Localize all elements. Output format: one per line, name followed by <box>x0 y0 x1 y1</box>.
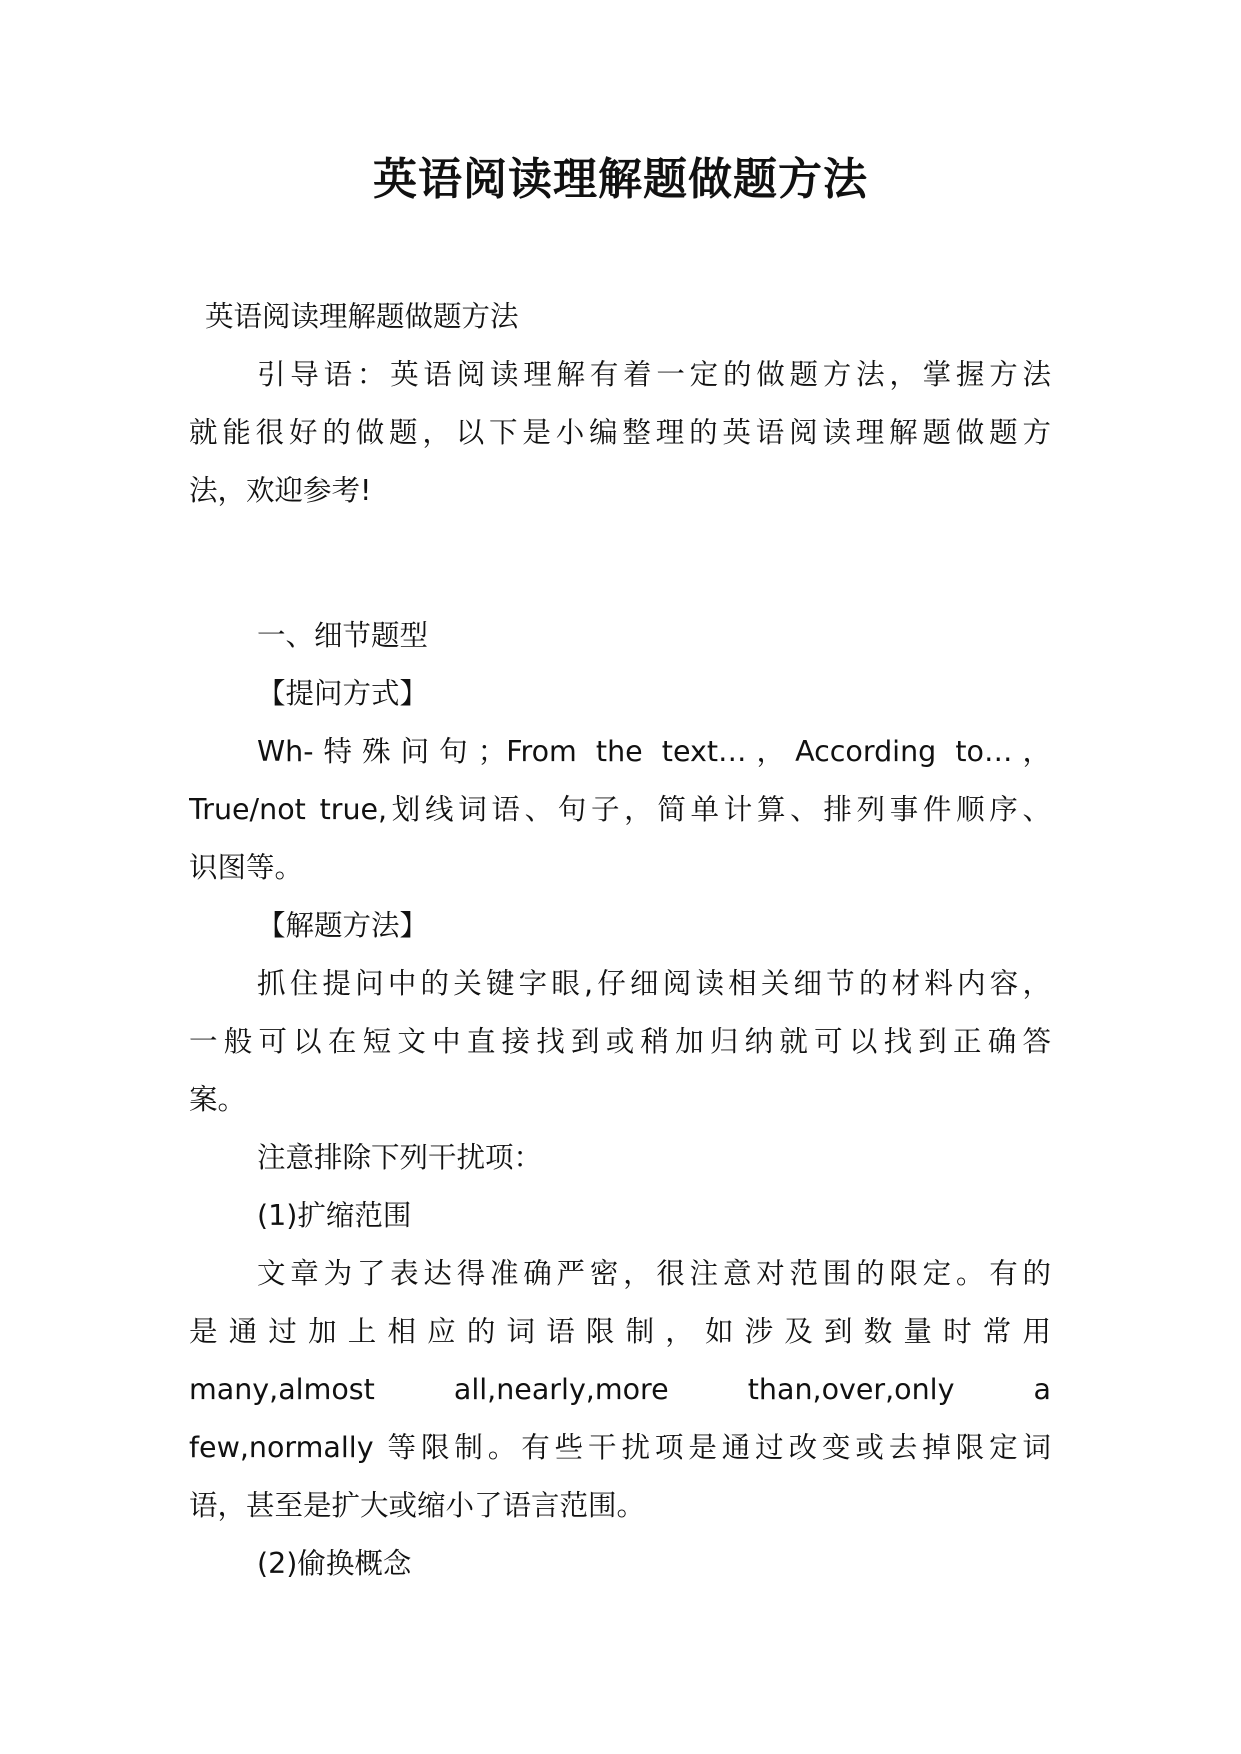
document-body <box>189 288 1051 1593</box>
paragraph-line: 引导语：英语阅读理解有着一定的做题方法，掌握方法 <box>257 358 1051 391</box>
paragraph-line: 语，甚至是扩大或缩小了语言范围。 <box>189 1489 646 1522</box>
subsection-heading: 【解题方法】 <box>257 909 429 942</box>
paragraph-line: 识图等。 <box>189 851 304 884</box>
paragraph-line: 注意排除下列干扰项： <box>257 1141 543 1174</box>
paragraph-line: 一般可以在短文中直接找到或稍加归纳就可以找到正确答 <box>189 1025 1051 1058</box>
paragraph-gap <box>189 520 1051 607</box>
document-title: 英语阅读理解题做题方法 <box>373 154 868 205</box>
paragraph-line: Wh-特殊问句；From the text…，According to…， <box>257 735 1051 768</box>
paragraph-line: 文章为了表达得准确严密，很注意对范围的限定。有的 <box>257 1257 1051 1290</box>
subsection-heading: 【提问方式】 <box>257 677 429 710</box>
paragraph-line: many,almost all,nearly,more than,over,only a <box>189 1373 1051 1406</box>
paragraph-line: 是通过加上相应的词语限制，如涉及到数量时常用 <box>189 1315 1051 1348</box>
list-item-heading: (2)偷换概念 <box>257 1547 412 1580</box>
section-heading: 一、细节题型 <box>257 619 429 652</box>
paragraph-line: True/not true,划线词语、句子，简单计算、排列事件顺序、 <box>189 793 1051 826</box>
paragraph-line: 法，欢迎参考! <box>189 474 372 507</box>
paragraph-line: 就能很好的做题，以下是小编整理的英语阅读理解题做题方 <box>189 416 1051 449</box>
list-item-heading: (1)扩缩范围 <box>257 1199 412 1232</box>
paragraph-line: 案。 <box>189 1083 247 1116</box>
paragraph-line: 抓住提问中的关键字眼,仔细阅读相关细节的材料内容， <box>257 967 1051 1000</box>
paragraph-line: few,normally 等限制。有些干扰项是通过改变或去掉限定词 <box>189 1431 1051 1464</box>
subtitle-line: 英语阅读理解题做题方法 <box>205 300 519 333</box>
